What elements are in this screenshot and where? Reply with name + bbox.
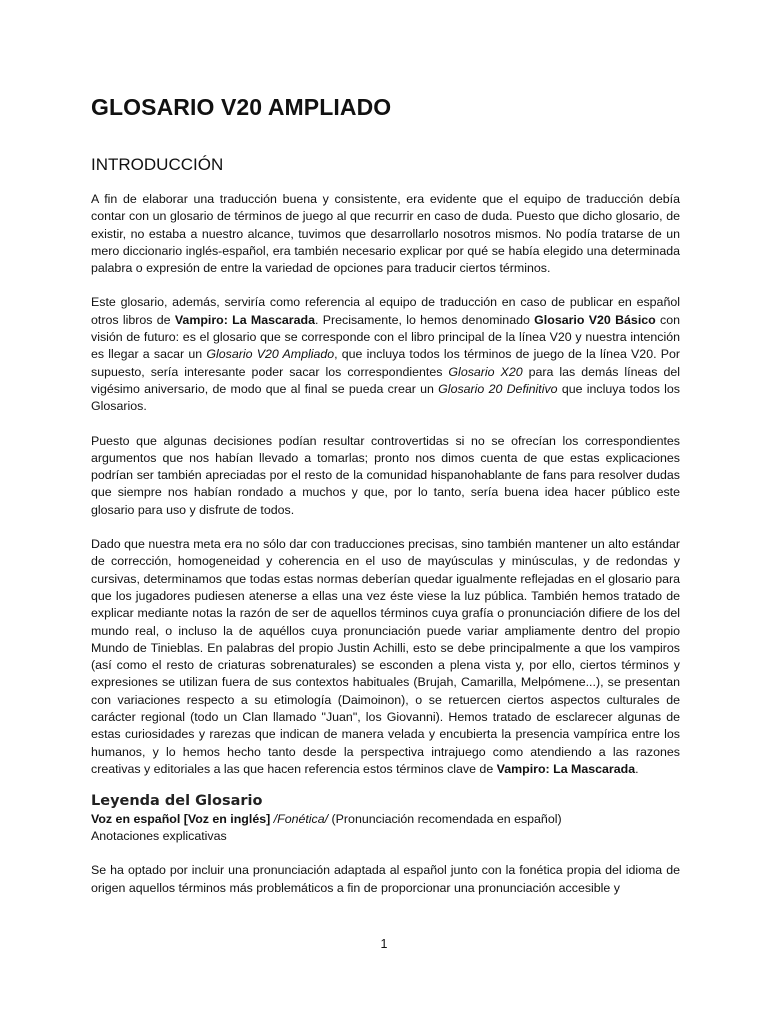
paragraph-2-text: . Precisamente, lo hemos denominado: [314, 312, 535, 327]
page-number: 1: [380, 937, 388, 951]
section-title: INTRODUCCIÓN: [91, 155, 224, 174]
document-title: GLOSARIO V20 AMPLIADO: [91, 94, 392, 120]
paragraph-1: A fin de elaborar una traducción buena y consistente, era evidente que el equipo de traducción debía contar con un glosario de términos de juego al que recurrir en caso de duda. Puesto que dicho glosario, de existir, no estaba a nuestro alcance, tuvimos que desarrollarlo nosotros mismos. No podía tratarse de un mero diccionario inglés-español, era también necesario explicar por qué se había elegido una determinada palabra o expresión de entre la variedad de opciones para traducir ciertos términos.: [91, 192, 680, 276]
paragraph-2-text: para las demás líneas del vigésimo aniversario, de modo que al final se pueda crear un: [91, 364, 680, 396]
legend-annotations-line: Anotaciones explicativas: [91, 829, 227, 844]
italic-term: Glosario V20 Ampliado: [206, 347, 335, 362]
italic-term: Glosario X20: [448, 364, 523, 379]
legend-voice-label: Voz en español [Voz en inglés]: [91, 812, 271, 827]
legend-phonetic-label: /Fonética/: [270, 812, 329, 827]
legend-pronunciation-label: (Pronunciación recomendada en español): [328, 812, 562, 827]
legend-heading: Leyenda del Glosario: [91, 793, 263, 810]
paragraph-2: [91, 294, 680, 415]
paragraph-2-text: con visión de futuro: es el glosario que se corresponde con el libro principal de la línea V20 y nuestra intención es llegar a sacar un: [91, 312, 680, 362]
paragraph-5: Se ha optado por incluir una pronunciación adaptada al español junto con la fonética propia del idioma de origen aquellos términos más problemáticos a fin de proporcionar una pronunciación accesible y: [91, 863, 680, 895]
legend-format-line: [91, 811, 680, 828]
page-content: [91, 92, 680, 897]
paragraph-4: [91, 536, 680, 778]
paragraph-4-text: Dado que nuestra meta era no sólo dar con traducciones precisas, sino también mantener un alto estándar de corrección, homogeneidad y coherencia en el uso de mayúsculas y minúsculas, y de redondas y cursivas, determinamos que todas estas normas deberían quedar igualmente reflejadas en el glosario para que los jugadores pudiesen atenerse a ellas una vez éste viese la luz pública. También hemos tratado de explicar mediante notas la razón de ser de aquellos términos cuya grafía o pronunciación difiere de los del mundo real, o incluso la de aquéllos cuya pronunciación puede variar ampliamente dentro del propio Mundo de Tinieblas. En palabras del propio Justin Achilli, esto se debe principalmente a que los vampiros (así como el resto de criaturas sobrenaturales) se esconden a plena vista y, por ello, ciertos términos y expresiones se utilizan fuera de sus contextos habituales (Brujah, Camarilla, Melpómene...), se presentan con variaciones respecto a su etimología (Daimoinon), o se retuercen ciertos aspectos culturales de carácter regional (todo un Clan llamado "Juan", los Giovanni). Hemos tratado de esclarecer algunas de estas curiosidades y rarezas que indican de manera velada y encubierta la presencia vampírica entre los humanos, y lo hemos hecho tanto desde la perspectiva intrajuego como atendiendo a las razones creativas y editoriales a las que hacen referencia estos términos clave de: [91, 537, 680, 776]
paragraph-2-text: , que incluya todos los términos de juego de la línea V20. Por supuesto, sería interesante poder sacar los correspondientes: [91, 347, 681, 379]
bold-term: Glosario V20 Básico: [534, 312, 656, 327]
paragraph-2-text: Este glosario, además, serviría como referencia al equipo de traducción en caso de publicar en español otros libros de: [91, 295, 680, 327]
bold-term: Vampiro: La Mascarada: [174, 312, 315, 327]
paragraph-3: Puesto que algunas decisiones podían resultar controvertidas si no se ofrecían los correspondientes argumentos que nos habían llevado a tomarlas; pronto nos dimos cuenta de que estas explicaciones podrían ser también apreciadas por el resto de la comunidad hispanohablante de fans para resolver dudas que siempre nos habían rondado a muchos y que, por lo tanto, sería buena idea hacer público este glosario para uso y disfrute de todos.: [91, 433, 680, 517]
italic-term: Glosario 20 Definitivo: [438, 381, 558, 396]
paragraph-2-text: que incluya todos los Glosarios.: [91, 381, 681, 414]
paragraph-4-text: .: [635, 761, 639, 776]
bold-term: Vampiro: La Mascarada: [496, 761, 636, 776]
